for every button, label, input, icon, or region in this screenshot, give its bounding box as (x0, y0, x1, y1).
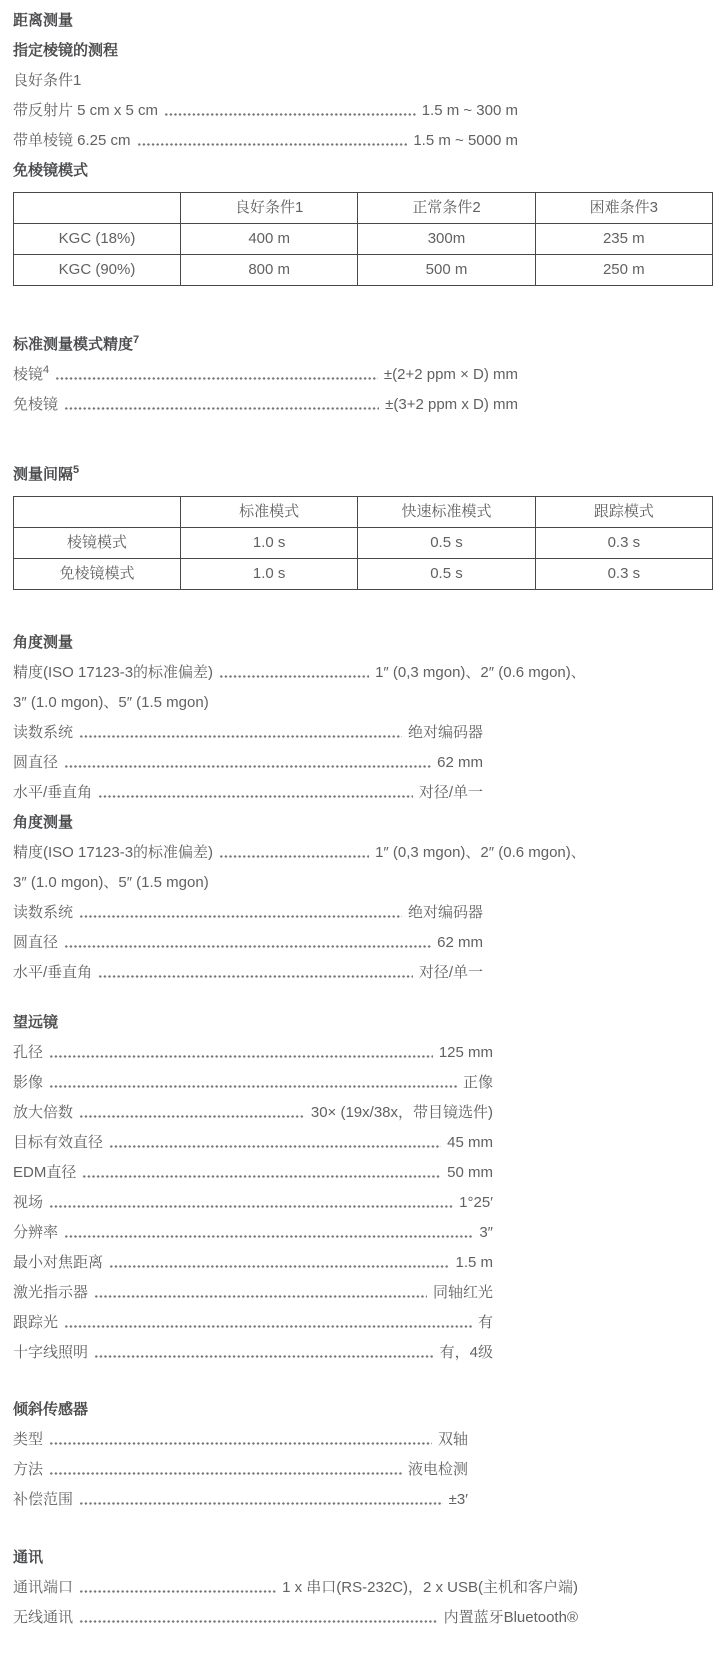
dot-leader (64, 945, 431, 948)
spec-value: 对径/单一 (418, 964, 483, 981)
condition-note: 良好条件1 (13, 72, 82, 89)
spec-label: 无线通讯 (13, 1609, 74, 1626)
spec-row-circle-diameter (13, 928, 483, 958)
spec-row-reflectorless-accuracy (13, 390, 518, 420)
spec-label: EDM直径 (13, 1164, 77, 1181)
spec-label: 读数系统 (13, 724, 74, 741)
dot-leader (55, 377, 378, 380)
spec-row-reticle-illumination (13, 1338, 493, 1368)
spec-value: 45 mm (447, 1134, 493, 1151)
spec-value: 绝对编码器 (407, 724, 483, 741)
spec-label: 分辨率 (13, 1224, 59, 1241)
section-distance (13, 6, 713, 286)
table-cell: 0.3 s (535, 559, 712, 590)
table-header-cell: 困难条件3 (535, 193, 712, 224)
spec-row-aperture (13, 1038, 493, 1068)
spec-row-compensation-range (13, 1485, 468, 1515)
table-header-cell: 标准模式 (181, 497, 358, 528)
spec-label: 方法 (13, 1461, 44, 1478)
spec-row-reading-system (13, 898, 483, 928)
spec-value: 1°25′ (459, 1194, 493, 1211)
spec-label: 水平/垂直角 (13, 784, 93, 801)
spec-value: 内置蓝牙Bluetooth® (443, 1609, 578, 1626)
dot-leader (164, 113, 416, 116)
table-cell: 0.5 s (358, 528, 535, 559)
dot-leader (79, 1620, 438, 1623)
section-title-distance: 距离测量 (13, 12, 74, 29)
table-header-cell (14, 193, 181, 224)
footnote-ref: 5 (73, 464, 80, 476)
dot-leader (98, 795, 413, 798)
spec-row-hz-vz-angle (13, 958, 483, 988)
table-header-cell (14, 497, 181, 528)
spec-label: 激光指示器 (13, 1284, 89, 1301)
section-measurement-interval (13, 460, 713, 590)
spec-row-image (13, 1068, 493, 1098)
spec-row-tracking-light (13, 1308, 493, 1338)
table-cell: KGC (90%) (14, 255, 181, 286)
spec-value: 同轴红光 (432, 1284, 493, 1301)
section-title-text: 测量间隔 (13, 466, 74, 483)
section-angle-measurement-2 (13, 808, 713, 988)
table-header-cell: 跟踪模式 (535, 497, 712, 528)
spec-label-text: 棱镜 (13, 366, 44, 383)
spec-label: 放大倍数 (13, 1104, 74, 1121)
spec-row-angle-accuracy (13, 658, 713, 688)
table-cell: 1.0 s (181, 528, 358, 559)
section-title-angle: 角度测量 (13, 814, 74, 831)
spec-label: 带单棱镜 6.25 cm (13, 132, 131, 149)
spec-row-field-of-view (13, 1188, 493, 1218)
spec-row-reflective-sheet (13, 96, 518, 126)
subsection-title-reflectorless: 免棱镜模式 (13, 162, 89, 179)
spec-label (13, 360, 49, 390)
dot-leader (49, 1205, 453, 1208)
spec-label: 影像 (13, 1074, 44, 1091)
spec-value-continuation: 3″ (1.0 mgon)、5″ (1.5 mgon) (13, 874, 209, 891)
spec-label: 最小对焦距离 (13, 1254, 104, 1271)
table-row (14, 224, 713, 255)
dot-leader (64, 765, 431, 768)
dot-leader (82, 1175, 441, 1178)
footnote-ref: 7 (133, 334, 140, 346)
spec-row-magnification (13, 1098, 493, 1128)
dot-leader (49, 1442, 432, 1445)
dot-leader (219, 675, 369, 678)
spec-value: 1.5 m (455, 1254, 493, 1271)
spec-value: 30× (19x/38x，带目镜选件) (310, 1104, 493, 1121)
spec-value: 3″ (479, 1224, 493, 1241)
spec-row-min-focus-distance (13, 1248, 493, 1278)
reflectorless-range-table (13, 192, 713, 286)
spec-value-continuation: 3″ (1.0 mgon)、5″ (1.5 mgon) (13, 694, 209, 711)
spec-value: ±3′ (448, 1491, 468, 1508)
subsection-title-prism-range: 指定棱镜的测程 (13, 42, 119, 59)
section-standard-accuracy (13, 330, 713, 420)
spec-value: 1.5 m ~ 5000 m (413, 132, 518, 149)
spec-row-laser-pointer (13, 1278, 493, 1308)
spec-row-resolution (13, 1218, 493, 1248)
spec-value: 绝对编码器 (407, 904, 483, 921)
spec-row-comm-ports (13, 1573, 578, 1603)
dot-leader (137, 143, 408, 146)
spec-value: ±(3+2 ppm x D) mm (385, 396, 518, 413)
spec-label: 读数系统 (13, 904, 74, 921)
spec-label: 圆直径 (13, 754, 59, 771)
table-header-cell: 良好条件1 (181, 193, 358, 224)
section-tilt-sensor (13, 1395, 713, 1515)
spec-value: 有 (477, 1314, 493, 1331)
table-cell: 500 m (358, 255, 535, 286)
section-title-communication: 通讯 (13, 1549, 44, 1566)
spec-value: 62 mm (437, 754, 483, 771)
dot-leader (79, 1115, 305, 1118)
section-title-text: 标准测量模式精度 (13, 336, 134, 353)
dot-leader (64, 1325, 472, 1328)
dot-leader (79, 915, 402, 918)
table-header-row (14, 497, 713, 528)
spec-value: 62 mm (437, 934, 483, 951)
table-cell: 300m (358, 224, 535, 255)
section-title-tilt-sensor: 倾斜传感器 (13, 1401, 89, 1418)
spec-row-tilt-type (13, 1425, 468, 1455)
spec-label: 免棱镜 (13, 396, 59, 413)
spec-label: 补偿范围 (13, 1491, 74, 1508)
section-telescope (13, 1008, 713, 1368)
spec-row-circle-diameter (13, 748, 483, 778)
dot-leader (79, 1590, 276, 1593)
table-header-cell: 正常条件2 (358, 193, 535, 224)
spec-row-prism-accuracy (13, 360, 518, 390)
spec-value: 有，4级 (439, 1344, 493, 1361)
dot-leader (109, 1265, 449, 1268)
dot-leader (49, 1085, 457, 1088)
spec-row-edm-diameter (13, 1158, 493, 1188)
spec-row-hz-vz-angle (13, 778, 483, 808)
footnote-ref: 4 (43, 364, 50, 376)
section-title-telescope: 望远镜 (13, 1014, 59, 1031)
spec-row-single-prism (13, 126, 518, 156)
table-cell: 0.5 s (358, 559, 535, 590)
dot-leader (79, 1502, 443, 1505)
table-cell: 1.0 s (181, 559, 358, 590)
dot-leader (94, 1355, 434, 1358)
spec-label: 带反射片 5 cm x 5 cm (13, 102, 159, 119)
spec-row-wireless (13, 1603, 578, 1633)
dot-leader (79, 735, 402, 738)
spec-label: 精度(ISO 17123-3的标准偏差) (13, 844, 214, 861)
spec-value: 液电检测 (407, 1461, 468, 1478)
section-title-angle: 角度测量 (13, 634, 74, 651)
spec-label: 类型 (13, 1431, 44, 1448)
spec-label: 孔径 (13, 1044, 44, 1061)
spec-label: 精度(ISO 17123-3的标准偏差) (13, 664, 214, 681)
spec-value: 正像 (462, 1074, 493, 1091)
spec-value: 1″ (0,3 mgon)、2″ (0.6 mgon)、 (375, 844, 586, 861)
spec-value: 50 mm (447, 1164, 493, 1181)
section-title-interval (13, 460, 713, 490)
table-header-cell: 快速标准模式 (358, 497, 535, 528)
spec-value: 1 x 串口(RS-232C)，2 x USB(主机和客户端) (282, 1579, 578, 1596)
spec-value: 1.5 m ~ 300 m (421, 102, 518, 119)
dot-leader (219, 855, 369, 858)
spec-value: ±(2+2 ppm × D) mm (383, 366, 518, 383)
dot-leader (49, 1472, 402, 1475)
spec-value: 对径/单一 (418, 784, 483, 801)
section-title-standard-accuracy (13, 330, 713, 360)
table-cell: KGC (18%) (14, 224, 181, 255)
table-cell: 免棱镜模式 (14, 559, 181, 590)
table-cell: 400 m (181, 224, 358, 255)
spec-row-target-effective-diameter (13, 1128, 493, 1158)
table-cell: 0.3 s (535, 528, 712, 559)
table-row (14, 528, 713, 559)
table-cell: 800 m (181, 255, 358, 286)
spec-label: 水平/垂直角 (13, 964, 93, 981)
spec-value: 125 mm (438, 1044, 493, 1061)
table-cell: 235 m (535, 224, 712, 255)
section-angle-measurement-1 (13, 628, 713, 808)
spec-label: 通讯端口 (13, 1579, 74, 1596)
spec-value: 双轴 (437, 1431, 468, 1448)
dot-leader (49, 1055, 433, 1058)
section-communication (13, 1543, 713, 1633)
spec-value: 1″ (0,3 mgon)、2″ (0.6 mgon)、 (375, 664, 586, 681)
dot-leader (109, 1145, 441, 1148)
dot-leader (64, 1235, 473, 1238)
table-cell: 250 m (535, 255, 712, 286)
spec-row-angle-accuracy (13, 838, 713, 868)
measurement-interval-table (13, 496, 713, 590)
dot-leader (98, 975, 413, 978)
dot-leader (64, 407, 379, 410)
spec-label: 十字线照明 (13, 1344, 89, 1361)
spec-row-reading-system (13, 718, 483, 748)
spec-label: 目标有效直径 (13, 1134, 104, 1151)
table-row (14, 559, 713, 590)
spec-label: 圆直径 (13, 934, 59, 951)
dot-leader (94, 1295, 427, 1298)
spec-row-tilt-method (13, 1455, 468, 1485)
table-cell: 棱镜模式 (14, 528, 181, 559)
table-header-row (14, 193, 713, 224)
table-row (14, 255, 713, 286)
spec-label: 跟踪光 (13, 1314, 59, 1331)
spec-label: 视场 (13, 1194, 44, 1211)
